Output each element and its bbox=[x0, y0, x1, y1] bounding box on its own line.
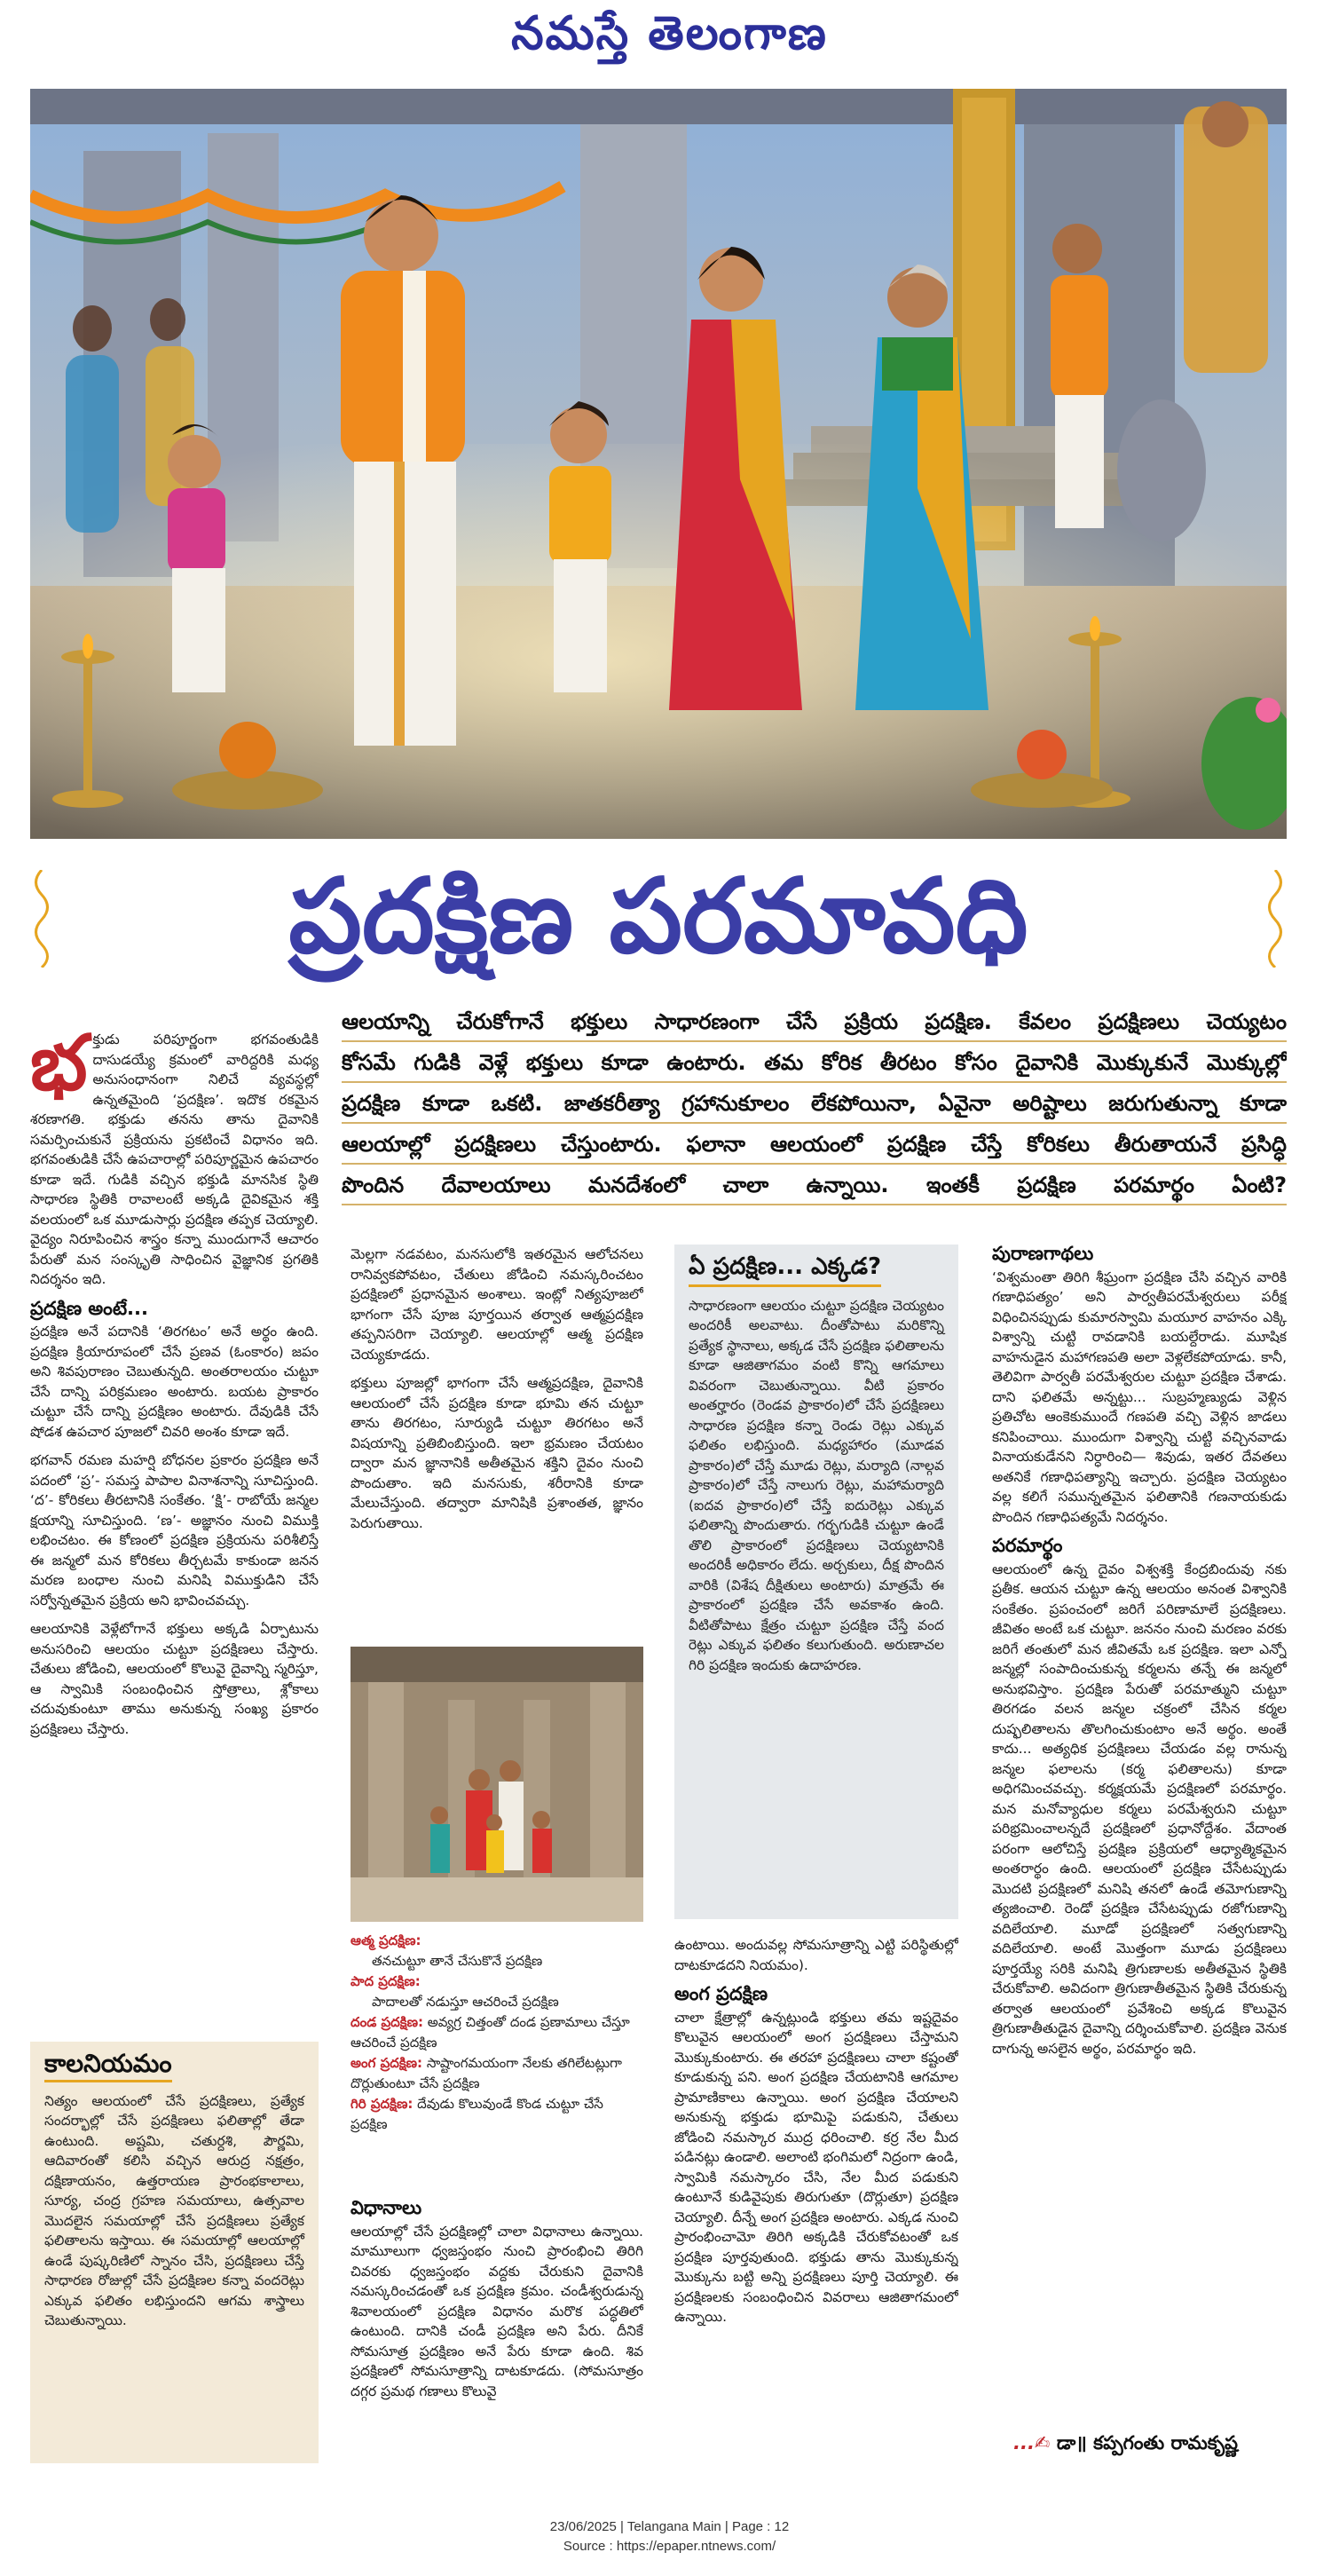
standfirst-line: పొందిన దేవాలయాలు మనదేశంలో చాలా ఉన్నాయి. ఇంతకీ ప్రదక్షిణ పరమార్థం ఏంటి? bbox=[342, 1165, 1287, 1205]
kalaniyamam-text: నిత్యం ఆలయంలో చేసే ప్రదక్షిణలు, ప్రత్యేక సందర్భాల్లో చేసే ప్రదక్షిణలు ఫలితాల్లో తేడా ఉంటుంది. అష్టమి, చతుర్దశి, పౌర్ణమి, ఆదివారంతో కలిసి వచ్చిన ఆరుద్ర నక్షత్రం, దక్షిణాయనం, ఉత్తరాయణ ప్రారంభకాలాలు, సూర్య, చంద్ర గ్రహణ సమయాలు, ఉత్సవాల మొదలైన సమయాల్లో చేసే ప్రదక్షిణలు ప్రత్యేక ఫలితాలను ఇస్తాయి. ఈ సమయాల్లో ఆలయాల్లో ఉండే పుష్కరిణిలో స్నానం చేసి, ప్రదక్షిణలు చేస్తే సాధారణ రోజుల్లో చేసే ప్రదక్షిణల కన్నా వందరెట్లు ఎక్కువ ఫలితం లభిస్తుందని ఆగమ శాస్త్రాలు చెబుతున్నాయి. bbox=[44, 2092, 304, 2328]
body-paragraph: ఆలయాల్లో చేసే ప్రదక్షిణల్లో చాలా విధానాలు ఉన్నాయి. మామూలుగా ధ్వజస్తంభం నుంచి ప్రారంభించి తిరిగి చివరకు ధ్వజస్తంభం వద్దకు చేరుకుని దైవానికి నమస్కరించడంతో ఒక ప్రదక్షిణ క్రమం. చండీశ్వరుడున్న శివాలయంలో ప్రదక్షిణ విధానం మరొక పద్ధతిలో ఉంటుంది. దానికి చండీ ప్రదక్షిణ అని పేరు. దీనికే సోమసూత్ర ప్రదక్షిణం అనే పేరు కూడా ఉంది. శివ ప్రదక్షిణలో సోమసూత్రాన్ని దాటకూడదు. (సోమసూత్రం దగ్గర ప్రమథ గణాలు కొలువై bbox=[351, 2223, 643, 2399]
body-paragraph: ఆలయంలో ఉన్న దైవం విశ్వశక్తి కేంద్రబిందువు నకు ప్రతీక. ఆయన చుట్టూ ఉన్న ఆలయం అనంత విశ్వానికి సంకేతం. ప్రపంచంలో జరిగే పరిణామాలే ప్రదక్షిణలు. జీవితం అంటే ఒక చుట్టూ. జననం నుంచి మరణం వరకు జరిగే తంతులో మన జీవితమే ఒక ప్రదక్షిణ. ఇలా ఎన్నో జన్మల్లో సంపాదించుకున్న కర్మలను తన్నే ఈ జన్మలో అనుభవిస్తాం. ప్రదక్షిణ పేరుతో పరమాత్ముని చుట్టూ తిరగడం వలన జన్మల చక్రంలో చేసిన కర్మల దుష్ఫలితాలను తొలగించుకుంటాం అనే అర్థం. అంతే కాదు... అత్యధిక ప్రదక్షిణలు చేయడం వల్ల రానున్న జన్మల ఫలాలను (కర్మ ఫలితాలను) కూడా అధిగమించవచ్చు. కర్మక్షయమే ప్రదక్షిణలో పరమార్థం. మన మనోవ్యాధుల కర్మలు పరమేశ్వరుని చుట్టూ పరిభ్రమించాలన్నదే ప్రదక్షిణలో ప్రధానోద్దేశం. వేదాంత పరంగా ఆలోచిస్తే ప్రదక్షిణ ప్రక్రియలో ఆధ్యాత్మికమైన అంతరార్థం ఉంది. ఆలయంలో ప్రదక్షిణ చేసేటప్పుడు మొదటి ప్రదక్షిణలో మనిషి తనలో ఉండే తమోగుణాన్ని త్యజించాలి. రెండో ప్రదక్షిణ చేసేటప్పుడు రజోగుణాన్ని వదిలేయాలి. మూడో ప్రదక్షిణలో సత్వగుణాన్ని వదిలేయాలి. అంటే మొత్తంగా మూడు ప్రదక్షిణలు పూర్తయ్యే సరికి మనిషి త్రిగుణాలకు అతీతమైన స్థితికి చేరుకోవాలి. అవిదంగా త్రిగుణాతీతమైన స్థితికి చేరుకున్న తర్వాత ఆలయంలో ప్రవేశించి అక్కడ కొలువైన త్రిగుణాతీతుడైన దైవాన్ని దర్శించుకోవాలి. ప్రదక్షిణ వెనుక దాగున్న అసలైన అర్థం, పరమార్థం ఇది. bbox=[992, 1561, 1287, 2057]
subheading-paramartham: పరమార్థం bbox=[992, 1535, 1063, 1556]
author-name: కప్పగంతు రామకృష్ణ bbox=[1093, 2432, 1239, 2454]
body-paragraph: ఉంటాయి. అందువల్ల సోమసూత్రాన్ని ఎట్టి పరిస్థితుల్లో దాటకూడదని నియమం). bbox=[674, 1937, 958, 1973]
intro-paragraph bbox=[30, 1030, 319, 1290]
type-desc: పాదాలతో నడుస్తూ ఆచరించే ప్రదక్షిణ bbox=[372, 1994, 559, 2010]
type-item bbox=[351, 2094, 643, 2135]
body-paragraph: ఆలయానికి వెళ్లేటోగానే భక్తులు అక్కడి ఏర్పాటును అనుసరించి ఆలయం చుట్టూ ప్రదక్షిణలు చేస్తారు. చేతులు జోడించి, ఆలయంలో కొలువై దైవాన్ని స్మరిస్తూ, ఆ స్వామికి సంబంధించిన స్తోత్రాలు, శ్లోకాలు చదువుకుంటూ తాము అనుకున్న సంఖ్య ప్రకారం ప్రదక్షిణలు చేస్తారు. bbox=[30, 1621, 319, 1737]
type-term: గిరి ప్రదక్షిణ: bbox=[351, 2096, 414, 2112]
type-term: పాద ప్రదక్షిణ: bbox=[351, 1973, 421, 1989]
body-paragraph: మెల్లగా నడవటం, మనసులోకి ఇతరమైన ఆలోచనలు రానివ్వకపోవటం, చేతులు జోడించి నమస్కరించటం ప్రదక్షిణలో ప్రధానమైన అంశాలు. ఇంట్లో నిత్యపూజలో భాగంగా చేసే పూజ పూర్తయిన తర్వాత ఆత్మప్రదక్షిణ తప్పనిసరిగా చెయ్యాలి. ఆలయాల్లో ఆత్మ ప్రదక్షిణ చెయ్యకూడదు. bbox=[351, 1246, 643, 1363]
body-paragraph: చాలా క్షేత్రాల్లో ఉన్నట్లుండి భక్తులు తమ ఇష్టదైవం కొలువైన ఆలయంలో అంగ ప్రదక్షిణలు చేస్తామని మొక్కుకుంటారు. ఈ తరహా ప్రదక్షిణలు చాలా కష్టంతో కూడుకున్న పని. అంగ ప్రదక్షిణ చేయటానికి ఆగమాల ప్రామాణికాలు ఉన్నాయి. అంగ ప్రదక్షిణ చేయాలని అనుకున్న భక్తుడు భూమిపై పడుకుని, చేతులు జోడించి నమస్కార ముద్ర ధరించాలి. కర్ర నేల మీద పడినట్లు ఉండాలి. అలాంటి భంగిమలో నిద్రంగా ఉండి, స్వామికి నమస్కారం చేసి, నేల మీద పడుకుని ఉంటూనే కుడివైపుకు తిరుగుతూ (దొర్లుతూ) ప్రదక్షిణ చెయ్యాలి. దీన్నే అంగ ప్రదక్షిణ అంటారు. ఎక్కడ నుంచి ప్రారంభించామో తిరిగి అక్కడికి చేరుకోవటంతో ఒక ప్రదక్షిణ పూర్తవుతుంది. భక్తుడు తాను మొక్కుకున్న మొక్కును బట్టి అన్ని ప్రదక్షిణలు పూర్తి చెయ్యాలి. ఈ ప్రదక్షిణలకు సంబంధించిన వివరాలు ఆజితాగమంలో ఉన్నాయి. bbox=[674, 2009, 958, 2325]
type-desc: దేవుడు కొలువుండే కొండ చుట్టూ చేసే ప్రదక్షిణ bbox=[351, 2096, 603, 2132]
body-paragraph: ‘విశ్వమంతా తిరిగి శీఘ్రంగా ప్రదక్షిణ చేసి వచ్చిన వారికి గణాధిపత్యం’ అని పార్వతీపరమేశ్వరులు పరీక్ష విధించినప్పుడు కుమారస్వామి మయూర వాహనం ఎక్కి విశ్వాన్ని చుట్టి రావడానికి బయల్దేరాడు. మూషిక వాహనుడైన మహాగణపతి అలా వెళ్లలేకపోయాడు. కానీ, తెలివిగా పార్వతీ పరమేశ్వరుల చుట్టూ ప్రదక్షిణ చేశాడు. దాని ఫలితమే అన్నట్టు... సుబ్రహ్మణ్యుడు వెళ్లిన ప్రతిచోట ఆంకెకుముందే గణపతి వచ్చి వెళ్లిన జాడలు కనిపించాయి. ముందుగా విశ్వాన్ని చుట్టి వచ్చినవాడు వినాయకుడేనని నిర్ధారించి— శివుడు, ఇతర దేవతలు అతనికే గణాధిపత్యాన్ని ఇచ్చారు. ప్రదక్షిణ చెయ్యటం వల్ల కలిగే సమున్నతమైన ఫలితానికి గణనాయకుడు పొందిన గణాధిపత్యమే నిదర్శనం. bbox=[992, 1268, 1287, 1525]
author-prefix: డా॥ bbox=[1056, 2432, 1087, 2454]
pradakshina-types-list bbox=[351, 1931, 643, 2135]
decorative-swirl-right bbox=[1264, 870, 1287, 968]
body-paragraph: ప్రదక్షిణ అనే పదానికి ‘తిరగటం’ అనే అర్థం ఉంది. ప్రదక్షిణ క్రియారూపంలో చేసే ప్రణవ (ఓంకారం) జపం అని శివపురాణం చెబుతున్నది. అంతరాలయం చుట్టూ చేసే దాన్ని పరిక్రమణం అంటారు. బయట ప్రాకారం చుట్టూ చేసే దాన్ని ప్రదక్షిణం అంటారు. దేవుడికి చేసే షోడశ ఉపచార పూజలో చివరి అంశం కూడా ఇదే. bbox=[30, 1324, 319, 1440]
type-desc: అవ్యగ్ర చిత్తంతో దండ ప్రణామాలు చేస్తూ ఆచరించే ప్రదక్షిణ bbox=[351, 2014, 630, 2051]
where-which-pradakshina-box bbox=[674, 1245, 958, 1919]
article-column-2 bbox=[351, 1245, 643, 1635]
signature-mark: ...✍ bbox=[1013, 2432, 1051, 2454]
author-byline bbox=[1013, 2432, 1287, 2459]
type-item bbox=[351, 2012, 643, 2053]
newspaper-logo: నమస్తే తెలంగాణ bbox=[511, 7, 828, 60]
headline-title: ప్రదక్షిణ పరమావధి bbox=[288, 857, 1028, 976]
standfirst-line: కోసమే గుడికి వెళ్లే భక్తులు కూడా ఉంటారు. తమ కోరిక తీరటం కోసం దైవానికి మొక్కుకునే మొక్కుల్లో bbox=[342, 1042, 1287, 1083]
box-title: ఏ ప్రదక్షిణ... ఎక్కడ? bbox=[689, 1257, 881, 1287]
standfirst-line: ఆలయాల్లో ప్రదక్షిణలు చేస్తుంటారు. ఫలానా ఆలయంలో ప్రదక్షిణ చేస్తే కోరికలు తీరుతాయనే ప్రసిద్ధి bbox=[342, 1124, 1287, 1165]
temple-corridor-photo bbox=[351, 1647, 643, 1922]
subheading-vidhanalu: విధానాలు bbox=[351, 2197, 422, 2218]
masthead bbox=[0, 0, 1339, 80]
intro-text: క్తుడు పరిపూర్ణంగా భగవంతుడికి దాసుడయ్యే క్రమంలో వారిద్దరికి మధ్య అనుసంధానంగా నిలిచే వ్యవస్థల్లో ఉన్నతమైంది ‘ప్రదక్షిణ’. ఇదొక రకమైన శరణాగతి. భక్తుడు తనను తాను దైవానికి సమర్పించుకునే ప్రక్రియను ప్రకటించే విధానం ఇది. భగవంతుడికి చేసే ఉపచారాల్లో పరిపూర్ణమైన ఉపచారం కూడా ఇదే. గుడికి వచ్చిన భక్తుడి మానసిక స్థితి సాధారణ స్థితికి రావాలంటే అక్కడి దైవికమైన శక్తి వలయంలో ఒక మూడుసార్లు ప్రదక్షిణ తప్పక చెయ్యాలి. వైద్యం నిరూపించిన శాస్త్రం కన్నా ముందుగానే ఆచారం పేరుతో మన సంస్కృతి సాధించిన వైజ్ఞానిక ప్రగతికి నిదర్శనం ఇది. bbox=[30, 1031, 319, 1287]
body-paragraph: భగవాన్ రమణ మహర్షి బోధనల ప్రకారం ప్రదక్షిణ అనే పదంలో ‘ప్ర’- సమస్త పాపాల వినాశనాన్ని సూచిస్తుంది. ‘ద’- కోరికలు తీరటానికి సంకేతం. ‘క్షి’- రాబోయే జన్మల క్షయాన్ని సూచిస్తుంది. ‘ణ’- అజ్ఞానం నుంచి విముక్తి లభించటం. ఈ కోణంలో ప్రదక్షిణ ప్రక్రియను పరిశీలిస్తే ఈ జన్మలో మన కోరికలు తీర్చటమే కాకుండా జనన మరణ బంధాల నుంచి మనిషి విముక్తుడిని చేసే సర్వోన్నతమైన ప్రక్రియ అని భావించవచ్చు. bbox=[30, 1452, 319, 1608]
type-desc: సాష్టాంగమయంగా నేలకు తగిలేటట్లుగా దొర్లుతుంటూ చేసే ప్రదక్షిణ bbox=[351, 2055, 622, 2091]
subheading-anga-pradakshina: అంగ ప్రదక్షిణ bbox=[674, 1983, 768, 2004]
subheading-pradakshina-ante: ప్రదక్షిణ అంటే... bbox=[30, 1297, 148, 1319]
type-item bbox=[351, 2053, 643, 2094]
type-item bbox=[351, 1972, 643, 2012]
temple-family-illustration bbox=[30, 89, 1287, 839]
article-column-3 bbox=[674, 1935, 958, 2468]
footer-source-link[interactable]: Source : https://epaper.ntnews.com/ bbox=[563, 2539, 776, 2554]
type-term: ఆత్మ ప్రదక్షిణ: bbox=[351, 1932, 421, 1948]
article-column-1 bbox=[30, 1030, 319, 2033]
page-footer bbox=[0, 2517, 1339, 2556]
article-column-4 bbox=[992, 1238, 1287, 2428]
body-paragraph: భక్తులు పూజల్లో భాగంగా చేసే ఆత్మప్రదక్షిణ, దైవానికి ఆలయంలో చేసే ప్రదక్షిణ కూడా భూమి తన చుట్టూ తాను తిరగటం, సూర్యుడి చుట్టూ తిరగటం అనే విషయాన్ని ప్రతిబింబిస్తుంది. ఇలా భ్రమణం చేయటం ద్వారా మన జ్ఞానానికి అతీతమైన శక్తిని దైవం నుంచి పొందుతాం. ఇది మనసుకు, శరీరానికి కూడా మేలుచేస్తుంది. తద్వారా మానిషికి ప్రశాంతత, జ్ఞానం పెరుగుతాయి. bbox=[351, 1375, 643, 1531]
temple-family-photo bbox=[351, 1647, 643, 1922]
article-column-2-lower bbox=[351, 2193, 643, 2463]
kalaniyamam-title: కాలనియమం bbox=[44, 2054, 172, 2082]
standfirst-line: ఆలయాన్ని చేరుకోగానే భక్తులు సాధారణంగా చేసే ప్రక్రియ ప్రదక్షిణ. కేవలం ప్రదక్షిణలు చెయ్యటం bbox=[342, 1001, 1287, 1042]
type-term: అంగ ప్రదక్షిణ: bbox=[351, 2055, 423, 2071]
decorative-swirl-left bbox=[30, 870, 53, 968]
type-item bbox=[351, 1931, 643, 1972]
type-term: దండ ప్రదక్షిణ: bbox=[351, 2014, 423, 2030]
kalaniyamam-box bbox=[30, 2042, 319, 2463]
standfirst-line: ప్రదక్షిణ కూడా ఒకటి. జాతకరీత్యా గ్రహానుకూలం లేకపోయినా, ఏవైనా అరిష్టాలు జరుగుతున్నా కూడా bbox=[342, 1083, 1287, 1124]
box-text: సాధారణంగా ఆలయం చుట్టూ ప్రదక్షిణ చెయ్యటం అందరికీ అలవాటు. దీంతోపాటు మరికొన్ని ప్రత్యేక స్థానాలు, అక్కడ చేసే ప్రదక్షిణ ఫలితాలను కూడా ఆజితాగమం వంటి కొన్ని ఆగమాలు వివరంగా చెబుతున్నాయి. వీటి ప్రకారం అంతర్హారం (రెండవ ప్రాకారం)లో చేసే ప్రదక్షిణలు సాధారణ ప్రదక్షిణ కన్నా రెండు రెట్లు ఎక్కువ ఫలితం లభిస్తుంది. మధ్యహారం (మూడవ ప్రాకారం)లో చేస్తే మూడు రెట్లు, మర్యాది (నాల్గవ ప్రాకారం)లో చేస్తే నాలుగు రెట్లు, మహామర్యాది (ఐదవ ప్రాకారం)లో చేస్తే ఐదురెట్లు ఎక్కువ ఫలితాన్ని పొందుతారు. గర్భగుడికి చుట్టూ ఉండే తొలి ప్రాకారంలో ప్రదక్షిణలు చెయ్యటానికి అందరికీ అధికారం లేదు. అర్చకులు, దీక్ష పొందిన వారికి (విశేష దీక్షితులు అంటారు) మాత్రమే ఈ ప్రాకారంలో ప్రదక్షిణ చేసే అవకాశం ఉంది. వీటితోపాటు క్షేత్రం చుట్టూ ప్రదక్షిణ చేస్తే వంద రెట్లు ఎక్కువ ఫలితం కలుగుతుంది. అరుణాచల గిరి ప్రదక్షిణ ఇందుకు ఉదాహరణ. bbox=[689, 1297, 944, 1673]
standfirst bbox=[342, 1001, 1287, 1205]
footer-edition-info: 23/06/2025 | Telangana Main | Page : 12 bbox=[549, 2519, 790, 2534]
drop-cap: భ bbox=[30, 1030, 88, 1108]
hero-illustration bbox=[30, 89, 1287, 839]
subheading-puranagathalu: పురాణగాథలు bbox=[992, 1243, 1094, 1264]
headline bbox=[30, 852, 1287, 981]
type-desc: తనచుట్టూ తానే చేసుకొనే ప్రదక్షిణ bbox=[372, 1953, 543, 1969]
